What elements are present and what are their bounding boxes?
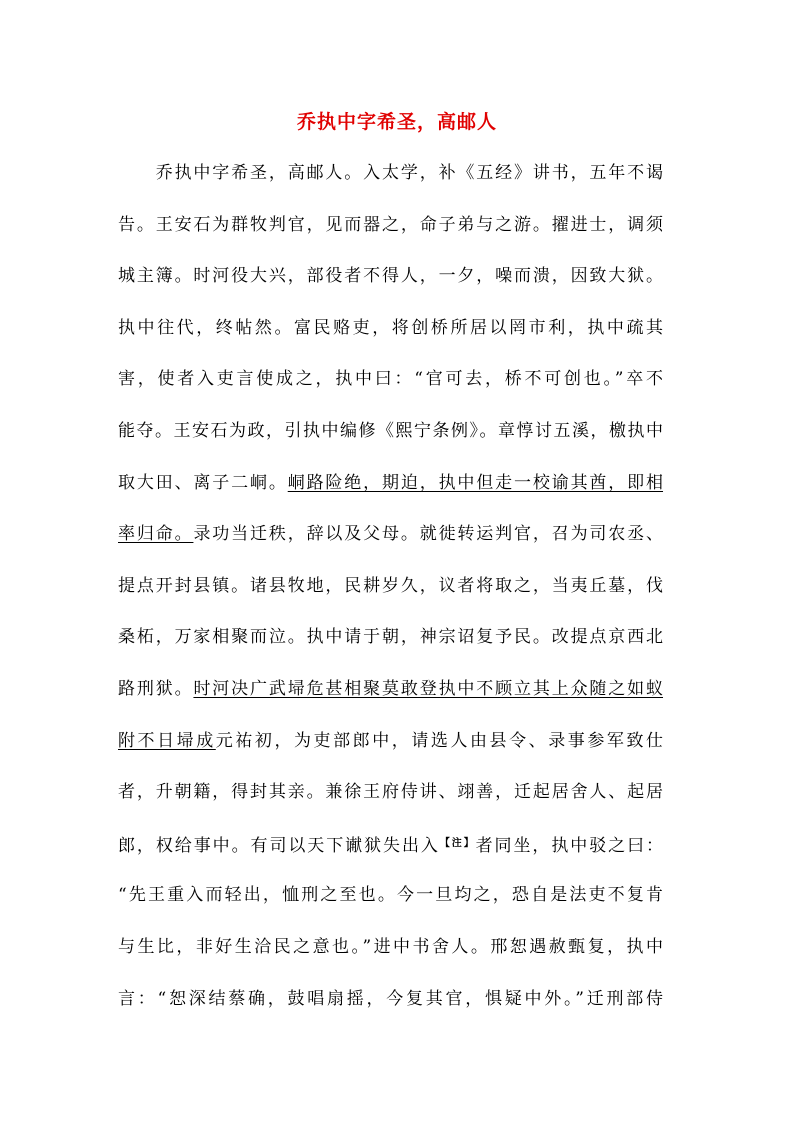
text-run: 害，使者入吏言使成之，执中曰：“官可去，桥不可创也。”卒不 — [118, 369, 663, 390]
text-run: 郎，权给事中。有司以天下谳狱失出入 — [118, 835, 440, 856]
text-line-9 — [118, 573, 663, 599]
annotation-marker: 【注】 — [439, 837, 476, 849]
text-line-5 — [118, 366, 663, 392]
text-line-13 — [118, 779, 663, 805]
text-line-16 — [118, 934, 663, 960]
text-line-10 — [118, 624, 663, 650]
text-line-1 — [118, 160, 663, 186]
underlined-text: 时河决广武埽危甚相聚莫敢登执中不顾立其上众随之如蚁 — [193, 679, 664, 699]
text-run: 者，升朝籍，得封其亲。兼徐王府侍讲、翊善，迁起居舍人、起居 — [118, 782, 663, 803]
text-run: 者同坐，执中驳之曰： — [475, 835, 664, 856]
text-run: 城主簿。时河役大兴，部役者不得人，一夕，噪而溃，因致大狱。 — [118, 266, 663, 287]
text-run: 言：“恕深结蔡确，鼓唱扇摇，今复其官，惧疑中外。”迁刑部侍 — [118, 988, 663, 1009]
text-line-4 — [118, 315, 663, 341]
text-line-2 — [118, 212, 663, 238]
text-run: 桑柘，万家相聚而泣。执中请于朝，神宗诏复予民。改提点京西北 — [118, 627, 663, 648]
text-run: 告。王安石为群牧判官，见而器之，命子弟与之游。擢进士，调须 — [118, 214, 663, 235]
text-run: “先王重入而轻出，恤刑之至也。今一旦均之，恐自是法吏不复肯 — [118, 885, 663, 906]
text-line-12 — [118, 728, 663, 754]
text-line-17 — [118, 986, 663, 1012]
text-line-15 — [118, 882, 663, 908]
text-run: 能夺。王安石为政，引执中编修《熙宁条例》。章惇讨五溪，檄执中 — [118, 421, 663, 441]
text-line-11 — [118, 676, 663, 702]
text-line-3 — [118, 263, 663, 289]
text-run: 录功当迁秩，辞以及父母。就徙转运判官，召为司农丞、 — [193, 524, 664, 545]
text-line-7 — [118, 470, 663, 496]
text-run: 乔执中字希圣，高邮人。入太学，补《五经》讲书，五年不谒 — [118, 163, 663, 183]
page-title: 乔执中字希圣，高邮人 — [296, 111, 497, 133]
text-run: 取大田、离子二峒。 — [118, 472, 288, 493]
text-line-6 — [118, 418, 663, 444]
text-run: 路刑狱。 — [118, 679, 194, 699]
underlined-text: 峒路险绝，期迫，执中但走一校谕其酋，即相 — [287, 472, 664, 493]
underlined-text: 率归命。 — [118, 524, 194, 545]
text-run: 执中往代，终帖然。富民赂吏，将创桥所居以罔市利，执中疏其 — [118, 317, 663, 338]
text-line-8 — [118, 521, 663, 547]
text-run: 与生比，非好生洽民之意也。”进中书舍人。邢恕遇赦甄复，执中 — [118, 937, 663, 957]
text-line-14 — [118, 831, 663, 857]
text-run: 提点开封县镇。诸县牧地，民耕岁久，议者将取之，当夷丘墓，伐 — [118, 575, 663, 596]
underlined-text: 附不日埽成 — [118, 730, 216, 751]
text-run: 元祐初，为吏部郎中，请选人由县令、录事参军致仕 — [215, 730, 664, 751]
